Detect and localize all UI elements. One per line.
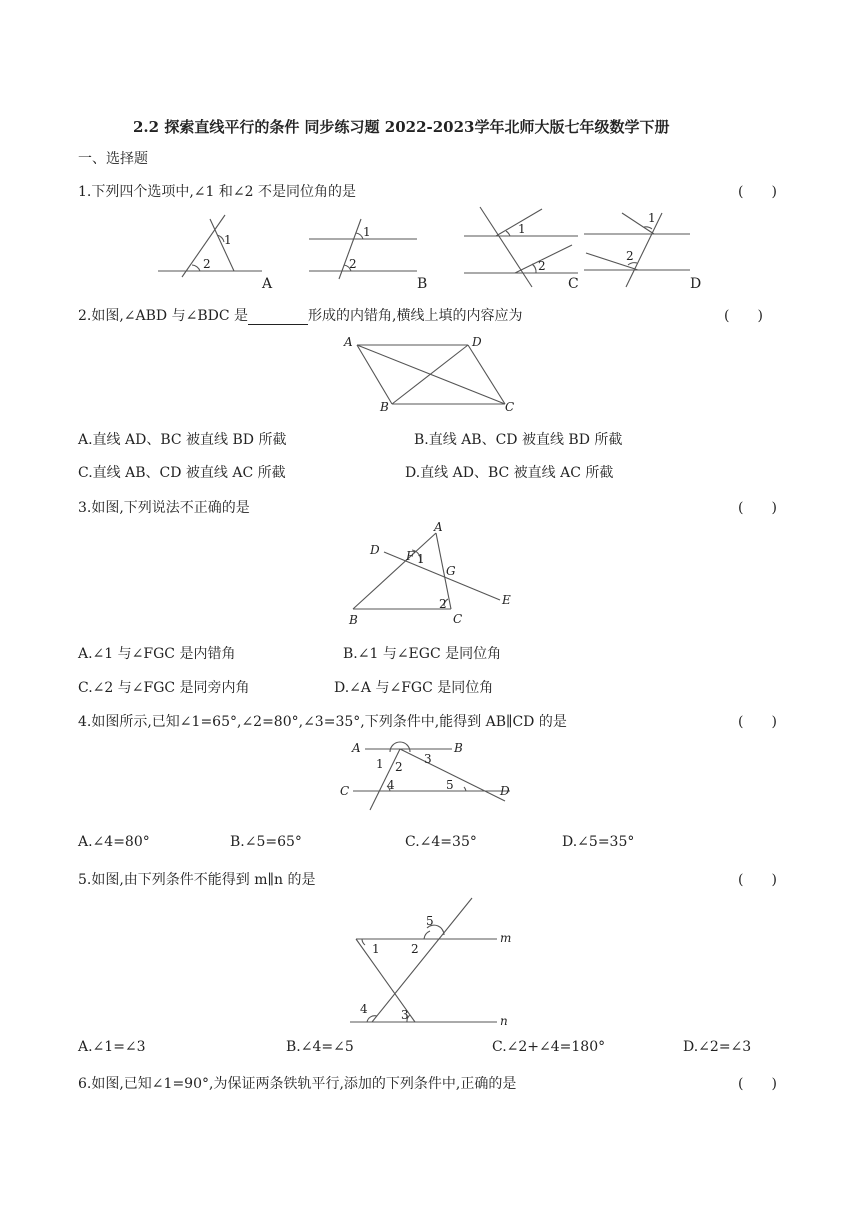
q1-answer-paren: ( ) [738, 184, 777, 200]
q5-angle-1: 1 [372, 942, 380, 956]
q4-point-a: A [352, 741, 361, 755]
q4-figure [338, 738, 528, 813]
svg-text:2: 2 [626, 249, 634, 263]
q3-angle-2: 2 [439, 597, 447, 611]
q4-option-a[interactable]: A.∠4=80° [78, 834, 150, 850]
q4-point-c: C [340, 784, 350, 798]
q5-angle-4: 4 [360, 1002, 368, 1016]
q2-stem-end: 形成的内错角,横线上填的内容应为 [308, 308, 523, 324]
q5-option-a[interactable]: A.∠1=∠3 [78, 1039, 146, 1055]
q3-option-b[interactable]: B.∠1 与∠EGC 是同位角 [343, 646, 502, 662]
page-title: 2.2 探索直线平行的条件 同步练习题 2022-2023学年北师大版七年级数学下册 [133, 118, 670, 136]
svg-text:2: 2 [203, 257, 211, 271]
q5-line-n: n [500, 1014, 508, 1028]
q3-point-c: C [453, 612, 463, 626]
q2-option-a[interactable]: A.直线 AD、BC 被直线 BD 所截 [78, 432, 287, 448]
q4-option-c[interactable]: C.∠4=35° [405, 834, 477, 850]
q6-answer-paren: ( ) [738, 1076, 777, 1092]
q1-figure-d [580, 205, 705, 290]
svg-text:1: 1 [518, 222, 526, 236]
q1-figure-c [460, 205, 585, 280]
q5-angle-2: 2 [411, 942, 419, 956]
q2-option-b[interactable]: B.直线 AB、CD 被直线 BD 所截 [414, 432, 623, 448]
q2-figure [340, 335, 520, 415]
q4-answer-paren: ( ) [738, 714, 777, 730]
q4-angle-3: 3 [424, 752, 432, 766]
q3-point-d: D [370, 543, 380, 557]
q3-option-d[interactable]: D.∠A 与∠FGC 是同位角 [334, 680, 494, 696]
q4-angle-4: 4 [387, 778, 395, 792]
q2-point-d: D [472, 335, 482, 349]
q5-answer-paren: ( ) [738, 872, 777, 888]
svg-text:2: 2 [349, 257, 357, 271]
q4-angle-1: 1 [376, 757, 384, 771]
q5-option-b[interactable]: B.∠4=∠5 [286, 1039, 354, 1055]
q3-answer-paren: ( ) [738, 500, 777, 516]
q4-angle-2: 2 [395, 760, 403, 774]
q4-option-d[interactable]: D.∠5=35° [562, 834, 635, 850]
q4-option-b[interactable]: B.∠5=65° [230, 834, 302, 850]
q3-point-f: F [406, 549, 415, 563]
q5-option-d[interactable]: D.∠2=∠3 [683, 1039, 752, 1055]
q3-stem: 3.如图,下列说法不正确的是 [78, 500, 250, 516]
q1-label-a: A [262, 276, 273, 292]
q2-stem [78, 305, 522, 325]
q4-point-b: B [454, 741, 463, 755]
svg-text:2: 2 [538, 259, 546, 273]
q4-angle-5: 5 [446, 778, 454, 792]
q3-point-e: E [502, 593, 511, 607]
q2-point-a: A [344, 335, 353, 349]
q2-answer-paren: ( ) [724, 308, 763, 324]
q3-option-a[interactable]: A.∠1 与∠FGC 是内错角 [78, 646, 236, 662]
q4-stem: 4.如图所示,已知∠1=65°,∠2=80°,∠3=35°,下列条件中,能得到 AB∥CD 的是 [78, 714, 567, 730]
q1-stem: 1.下列四个选项中,∠1 和∠2 不是同位角的是 [78, 184, 356, 200]
q2-option-d[interactable]: D.直线 AD、BC 被直线 AC 所截 [405, 465, 614, 481]
q4-point-d: D [500, 784, 510, 798]
q1-label-c: C [568, 276, 579, 292]
svg-text:1: 1 [224, 233, 232, 247]
q5-angle-5: 5 [426, 914, 434, 928]
q2-option-c[interactable]: C.直线 AB、CD 被直线 AC 所截 [78, 465, 286, 481]
q5-stem: 5.如图,由下列条件不能得到 m∥n 的是 [78, 872, 316, 888]
svg-text:1: 1 [363, 225, 371, 239]
q6-stem: 6.如图,已知∠1=90°,为保证两条铁轨平行,添加的下列条件中,正确的是 [78, 1076, 517, 1092]
q1-figure-b [305, 215, 430, 275]
q1-figure-a [150, 215, 275, 275]
q3-option-c[interactable]: C.∠2 与∠FGC 是同旁内角 [78, 680, 250, 696]
q3-angle-1: 1 [417, 552, 425, 566]
q5-line-m: m [500, 931, 512, 945]
q1-label-d: D [690, 276, 702, 292]
q5-figure [340, 895, 520, 1035]
section-heading: 一、选择题 [78, 151, 148, 167]
q3-point-a: A [434, 520, 443, 534]
svg-text:1: 1 [648, 211, 656, 225]
q3-point-b: B [349, 613, 358, 627]
q2-answer-blank[interactable] [248, 312, 308, 325]
q2-point-b: B [380, 400, 389, 414]
q5-angle-3: 3 [401, 1008, 409, 1022]
q3-point-g: G [446, 564, 456, 578]
q5-option-c[interactable]: C.∠2+∠4=180° [492, 1039, 606, 1055]
q1-label-b: B [417, 276, 428, 292]
q2-point-c: C [505, 400, 515, 414]
q3-figure [340, 520, 530, 630]
q2-stem-start: 2.如图,∠ABD 与∠BDC 是 [78, 308, 249, 324]
